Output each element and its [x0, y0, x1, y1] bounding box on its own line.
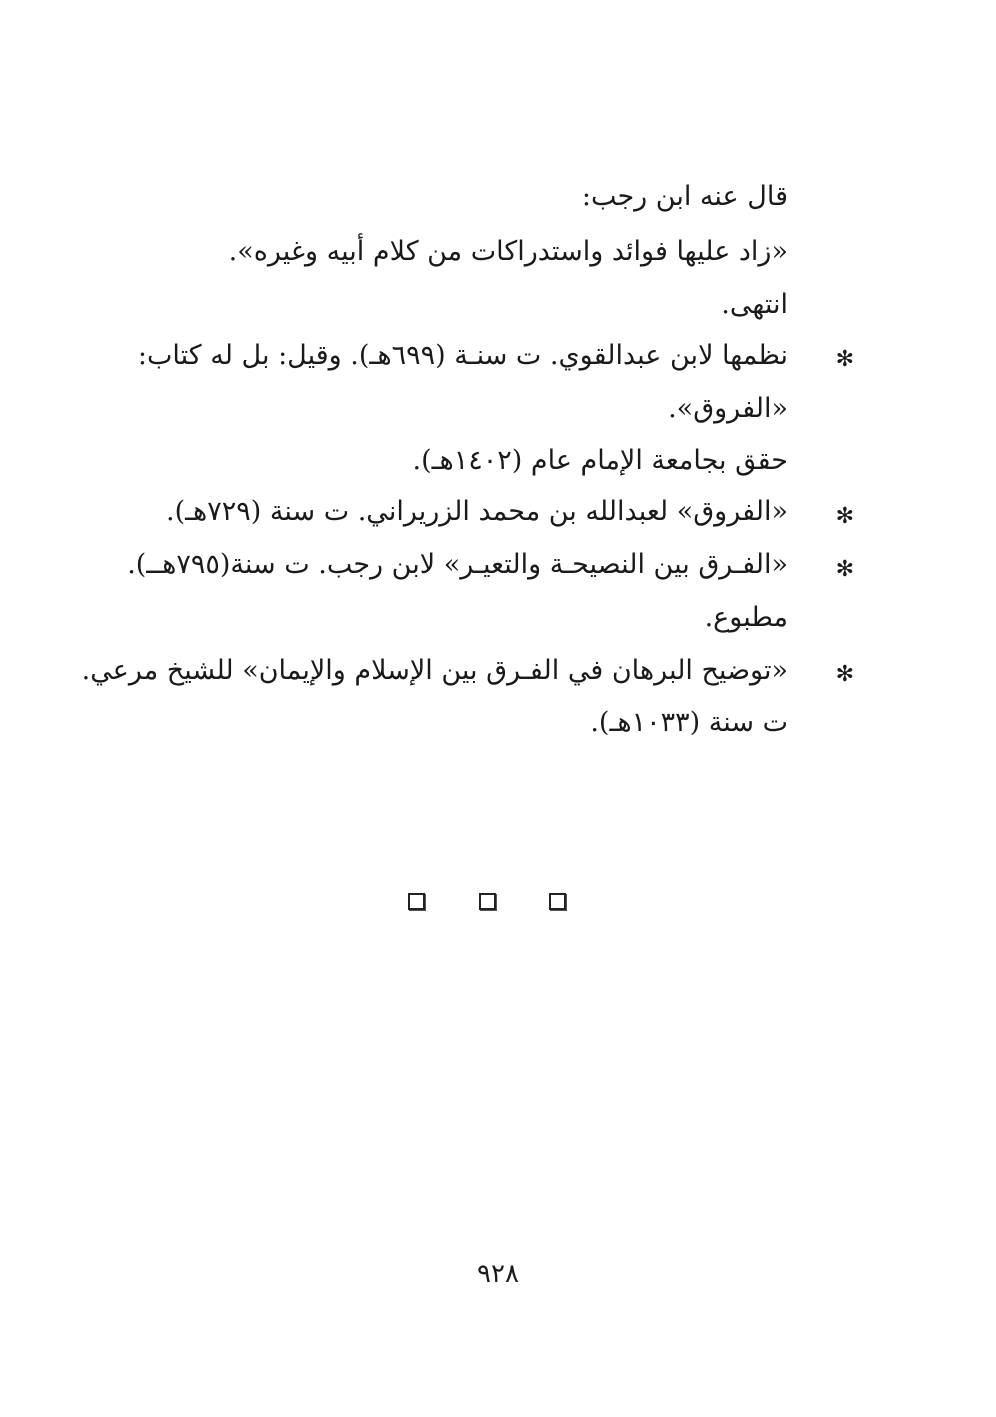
bullet-item-text: «الفروق» لعبدالله بن محمد الزريراني. ت سنة (٧٢٩هـ). [166, 496, 788, 527]
bullet-asterisk-icon: ✻ [835, 557, 854, 582]
bullet-asterisk-icon: ✻ [835, 347, 854, 372]
bullet-item-text: «توضيح البرهان في الفـرق بين الإسلام والإيمان» للشيخ مرعي. [81, 655, 788, 686]
bullet-item-text: «الفـرق بين النصيحـة والتعيـر» لابن رجب. ت سنة(٧٩٥هــ). [127, 549, 788, 580]
text-line: انتهى. [721, 289, 788, 320]
page-number: ٩٢٨ [477, 1259, 519, 1289]
section-divider [408, 893, 568, 917]
text-line: حقق بجامعة الإمام عام (١٤٠٢هـ). [412, 445, 788, 476]
text-line: ت سنة (١٠٣٣هـ). [590, 707, 788, 738]
quote-line: «زاد عليها فوائد واستدراكات من كلام أبيه وغيره». [228, 236, 788, 267]
square-ornament-icon [408, 893, 425, 910]
square-ornament-icon [549, 893, 566, 910]
bullet-item-text: نظمها لابن عبدالقوي. ت سنـة (٦٩٩هـ). وقيل: بل له كتاب: [137, 340, 788, 371]
bullet-asterisk-icon: ✻ [835, 504, 854, 529]
text-line: قال عنه ابن رجب: [581, 181, 788, 212]
square-ornament-icon [479, 893, 496, 910]
bullet-asterisk-icon: ✻ [835, 662, 854, 687]
text-line: مطبوع. [704, 602, 788, 633]
text-line: «الفروق». [668, 393, 788, 424]
